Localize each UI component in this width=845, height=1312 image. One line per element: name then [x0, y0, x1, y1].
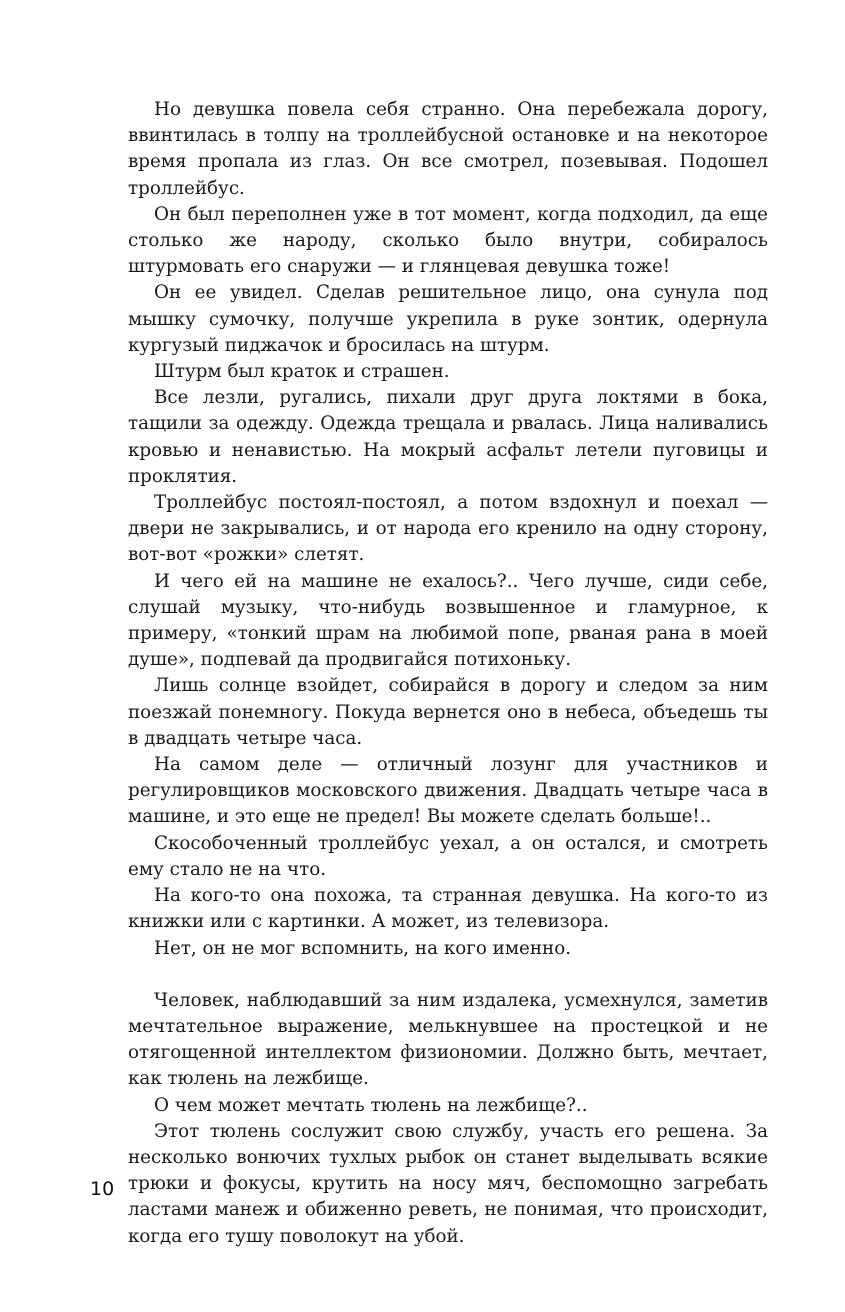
paragraph: И чего ей на машине не ехалось?.. Чего лучше, сиди себе, слушай музыку, что-нибудь возвышенное и гламурное, к примеру, «тонкий шрам на любимой попе, рваная рана в моей душе», подпевай да продвигайся потихоньку.: [128, 570, 768, 671]
paragraph: Человек, наблюдавший за ним издалека, усмехнулся, заметив мечтательное выражение, мелькнувшее на простецкой и не отягощенной интеллектом физиономии. Должно быть, мечтает, как тюлень на лежбище.: [128, 989, 768, 1090]
page-number: 10: [90, 1178, 115, 1200]
paragraph: Штурм был краток и страшен.: [154, 361, 450, 383]
paragraph: На самом деле — отличный лозунг для участников и регулировщиков московского движения. Двадцать четыре часа в машине, и это еще не предел! Вы можете сделать больше!..: [128, 754, 768, 828]
paragraph: Он был переполнен уже в тот момент, когда подходил, да еще столько же народу, сколько было внутри, собиралось штурмовать его снаружи — и глянцевая девушка тоже!: [128, 203, 768, 278]
body-text: [128, 97, 768, 1250]
paragraph: Нет, он не мог вспомнить, на кого именно.: [154, 937, 572, 959]
paragraph: Но девушка повела себя странно. Она перебежала дорогу, ввинтилась в толпу на троллейбусной остановке и на некоторое время пропала из глаз. Он все смотрел, позевывая. Подошел троллейбус.: [128, 99, 768, 199]
paragraph: Скособоченный троллейбус уехал, а он остался, и смотреть ему стало не на что.: [128, 832, 768, 880]
section-break: [128, 962, 768, 988]
paragraph: Все лезли, ругались, пихали друг друга локтями в бока, тащили за одежду. Одежда трещала и рвалась. Лица наливались кровью и ненавистью. На мокрый асфальт летели пуговицы и проклятия.: [128, 387, 768, 487]
paragraph: Он ее увидел. Сделав решительное лицо, она сунула под мышку сумочку, получше укрепила в руке зонтик, одернула кургузый пиджачок и бросилась на штурм.: [128, 282, 768, 356]
paragraph: На кого-то она похожа, та странная девушка. На кого-то из книжки или с картинки. А может, из телевизора.: [128, 885, 768, 933]
paragraph: Этот тюлень сослужит свою службу, участь его решена. За несколько вонючих тухлых рыбок он станет выделывать всякие трюки и фокусы, крутить на носу мяч, беспомощно загребать ластами манеж и обиженно реветь, не понимая, что происходит, когда его тушу поволокут на убой.: [128, 1120, 768, 1247]
paragraph: Лишь солнце взойдет, собирайся в дорогу и следом за ним поезжай понемногу. Покуда вернется оно в небеса, объедешь ты в двадцать четыре часа.: [128, 675, 768, 749]
paragraph: Троллейбус постоял-постоял, а потом вздохнул и поехал — двери не закрывались, и от народа его кренило на одну сторону, вот-вот «рожки» слетят.: [128, 492, 768, 566]
paragraph: О чем может мечтать тюлень на лежбище?..: [154, 1094, 588, 1116]
